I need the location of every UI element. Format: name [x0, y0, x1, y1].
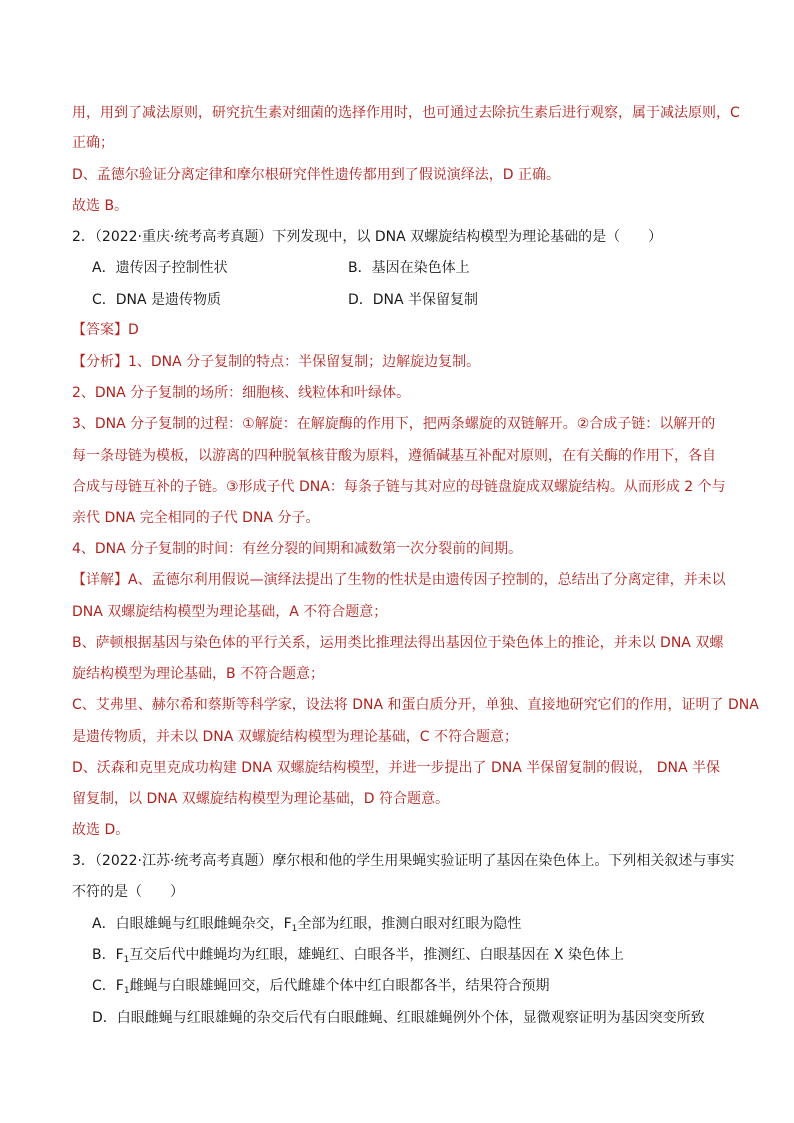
detail-line: D、沃森和克里克成功构建 DNA 双螺旋结构模型，并进一步提出了 DNA 半保留复制的假说， DNA 半保: [72, 760, 720, 776]
detail-line: 【详解】A、孟德尔利用假说—演绎法提出了生物的性状是由遗传因子控制的，总结出了分离定律，并未以: [72, 572, 726, 588]
option-a-subscript: 1: [291, 924, 298, 934]
option-b-subscript: 1: [123, 955, 130, 965]
question-3-stem-line-2: 不符的是（ ）: [72, 884, 184, 900]
prev-explanation-line-3: D、孟德尔验证分离定律和摩尔根研究伴性遗传都用到了假说演绎法，D 正确。: [72, 167, 561, 183]
question-2-option-c: C．DNA 是遗传物质: [92, 292, 222, 308]
analysis-line: 合成与母链互补的子链。③形成子代 DNA：每条子链与其对应的母链盘旋成双螺旋结构。从而形成 2 个与: [72, 479, 726, 495]
analysis-line: 4、DNA 分子复制的时间：有丝分裂的间期和减数第一次分裂前的间期。: [72, 541, 523, 557]
prev-explanation-line-1: 用，用到了减法原则，研究抗生素对细菌的选择作用时，也可通过去除抗生素后进行观察，属于减法原则，C: [72, 105, 740, 121]
question-2-stem: 2．（2022·重庆·统考高考真题）下列发现中，以 DNA 双螺旋结构模型为理论基础的是（ ）: [72, 229, 663, 245]
question-3-option-c: [92, 976, 550, 1001]
question-3-option-a: [92, 914, 521, 939]
analysis-line: 每一条母链为模板，以游离的四种脱氧核苷酸为原料，遵循碱基互补配对原则，在有关酶的作用下，各自: [72, 448, 716, 464]
option-b-text-start: B．F: [92, 947, 124, 963]
option-a-text-start: A．白眼雄蝇与红眼雌蝇杂交，F: [92, 916, 292, 932]
analysis-line: 【分析】1、DNA 分子复制的特点：半保留复制；边解旋边复制。: [72, 354, 481, 370]
question-3-option-d: D．白眼雌蝇与红眼雄蝇的杂交后代有白眼雌蝇、红眼雄蝇例外个体，显微观察证明为基因突变所致: [92, 1010, 705, 1026]
option-a-text-end: 全部为红眼，推测白眼对红眼为隐性: [297, 916, 522, 932]
detail-line: B、萨顿根据基因与染色体的平行关系，运用类比推理法得出基因位于染色体上的推论，并未以 DNA 双螺: [72, 635, 724, 651]
question-2-answer: 【答案】D: [72, 322, 139, 338]
question-2-option-d: D．DNA 半保留复制: [348, 292, 479, 308]
option-c-text-end: 雌蝇与白眼雄蝇回交，后代雌雄个体中红白眼都各半，结果符合预期: [129, 978, 550, 994]
detail-line: C、艾弗里、赫尔希和蔡斯等科学家，设法将 DNA 和蛋白质分开，单独、直接地研究它们的作用，证明了 DNA: [72, 697, 759, 713]
analysis-line: 3、DNA 分子复制的过程：①解旋：在解旋酶的作用下，把两条螺旋的双链解开。②合成子链：以解开的: [72, 416, 716, 432]
prev-explanation-line-2: 正确；: [72, 135, 114, 151]
detail-line: DNA 双螺旋结构模型为理论基础，A 不符合题意；: [72, 604, 388, 620]
question-2-conclusion: 故选 D。: [72, 822, 130, 838]
analysis-line: 亲代 DNA 完全相同的子代 DNA 分子。: [72, 510, 320, 526]
option-c-subscript: 1: [123, 986, 130, 996]
option-c-text-start: C．F: [92, 978, 124, 994]
question-3-option-b: [92, 945, 624, 970]
question-3-stem-line-1: 3．（2022·江苏·统考高考真题）摩尔根和他的学生用果蝇实验证明了基因在染色体上。下列相关叙述与事实: [72, 853, 735, 869]
analysis-line: 2、DNA 分子复制的场所：细胞核、线粒体和叶绿体。: [72, 385, 411, 401]
detail-line: 是遗传物质，并未以 DNA 双螺旋结构模型为理论基础，C 不符合题意；: [72, 729, 518, 745]
detail-line: 留复制，以 DNA 双螺旋结构模型为理论基础，D 符合题意。: [72, 791, 449, 807]
prev-conclusion: 故选 B。: [72, 198, 129, 214]
detail-line: 旋结构模型为理论基础，B 不符合题意；: [72, 666, 325, 682]
question-2-option-b: B．基因在染色体上: [348, 260, 470, 276]
question-2-option-a: A．遗传因子控制性状: [92, 260, 228, 276]
option-b-text-end: 互交后代中雌蝇均为红眼，雄蝇红、白眼各半，推测红、白眼基因在 X 染色体上: [129, 947, 624, 963]
